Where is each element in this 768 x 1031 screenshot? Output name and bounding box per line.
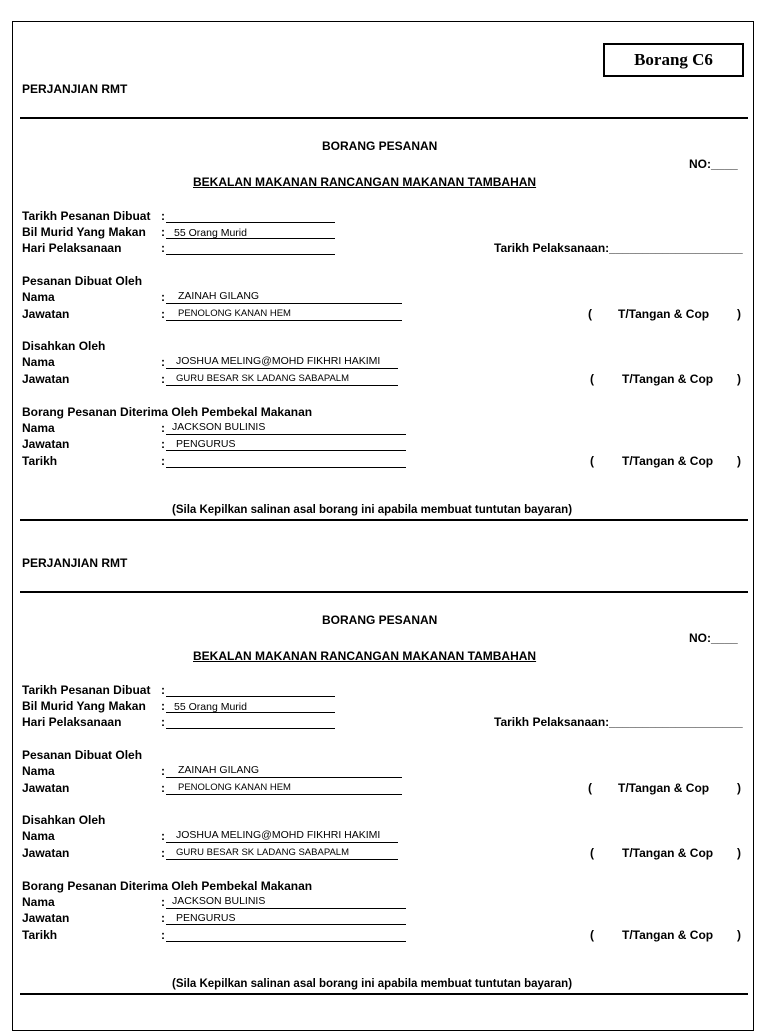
colon: : xyxy=(161,911,165,925)
footer-note: (Sila Kepilkan salinan asal borang ini apabila membuat tuntutan bayaran) xyxy=(172,504,573,516)
colon: : xyxy=(161,307,165,321)
bil-murid-value: 55 Orang Murid xyxy=(174,701,247,713)
hari-pelaksanaan-label: Hari Pelaksanaan xyxy=(22,241,122,255)
colon: : xyxy=(161,225,165,239)
tarikh-label: Tarikh xyxy=(22,454,58,468)
jawatan-label: Jawatan xyxy=(22,372,70,386)
signature-stamp-label: T/Tangan & Cop xyxy=(618,307,710,321)
close-paren: ) xyxy=(737,928,741,942)
colon: : xyxy=(161,764,165,778)
open-paren: ( xyxy=(588,307,592,321)
nama-label: Nama xyxy=(22,421,55,435)
form-title: BORANG PESANAN xyxy=(322,613,438,627)
tarikh-pesanan-label: Tarikh Pesanan Dibuat xyxy=(22,683,151,697)
tarikh-pelaksanaan-label[interactable]: Tarikh Pelaksanaan:____________________ xyxy=(494,715,743,729)
footer-note: (Sila Kepilkan salinan asal borang ini apabila membuat tuntutan bayaran) xyxy=(172,978,573,990)
colon: : xyxy=(161,355,165,369)
colon: : xyxy=(161,454,165,468)
pembekal-tarikh-field[interactable] xyxy=(166,929,406,942)
diterima-oleh-heading: Borang Pesanan Diterima Oleh Pembekal Makanan xyxy=(22,879,313,893)
colon: : xyxy=(161,437,165,451)
tarikh-pesanan-label: Tarikh Pesanan Dibuat xyxy=(22,209,151,223)
signature-stamp-label: T/Tangan & Cop xyxy=(622,372,714,386)
form-subtitle: BEKALAN MAKANAN RANCANGAN MAKANAN TAMBAHAN xyxy=(193,649,537,663)
signature-stamp-label: T/Tangan & Cop xyxy=(622,846,714,860)
open-paren: ( xyxy=(590,372,594,386)
jawatan-label: Jawatan xyxy=(22,437,70,451)
form-number: NO:____ xyxy=(689,157,738,171)
pembekal-nama-value: JACKSON BULINIS xyxy=(172,421,266,433)
form-number: NO:____ xyxy=(689,631,738,645)
colon: : xyxy=(161,421,165,435)
jawatan-label: Jawatan xyxy=(22,911,70,925)
header-divider xyxy=(20,591,748,593)
jawatan-label: Jawatan xyxy=(22,846,70,860)
tarikh-pesanan-field[interactable] xyxy=(166,684,335,697)
open-paren: ( xyxy=(590,928,594,942)
pembekal-jawatan-value: PENGURUS xyxy=(176,912,236,924)
pembekal-tarikh-field[interactable] xyxy=(166,455,406,468)
header-divider xyxy=(20,117,748,119)
colon: : xyxy=(161,290,165,304)
colon: : xyxy=(161,209,165,223)
colon: : xyxy=(161,781,165,795)
hari-pelaksanaan-label: Hari Pelaksanaan xyxy=(22,715,122,729)
signature-stamp-label: T/Tangan & Cop xyxy=(622,928,714,942)
pesanan-nama-value: ZAINAH GILANG xyxy=(178,290,260,302)
colon: : xyxy=(161,846,165,860)
jawatan-label: Jawatan xyxy=(22,781,70,795)
nama-label: Nama xyxy=(22,290,55,304)
colon: : xyxy=(161,372,165,386)
bil-murid-value: 55 Orang Murid xyxy=(174,227,247,239)
disahkan-jawatan-value: GURU BESAR SK LADANG SABAPALM xyxy=(176,847,349,858)
colon: : xyxy=(161,241,165,255)
open-paren: ( xyxy=(588,781,592,795)
pesanan-dibuat-oleh-heading: Pesanan Dibuat Oleh xyxy=(22,274,143,288)
close-paren: ) xyxy=(737,307,741,321)
pesanan-nama-value: ZAINAH GILANG xyxy=(178,764,260,776)
close-paren: ) xyxy=(737,781,741,795)
section-divider xyxy=(20,519,748,521)
pesanan-jawatan-value: PENOLONG KANAN HEM xyxy=(178,308,291,319)
open-paren: ( xyxy=(590,846,594,860)
form-title: BORANG PESANAN xyxy=(322,139,438,153)
diterima-oleh-heading: Borang Pesanan Diterima Oleh Pembekal Makanan xyxy=(22,405,313,419)
pesanan-jawatan-value: PENOLONG KANAN HEM xyxy=(178,782,291,793)
section-header: PERJANJIAN RMT xyxy=(22,82,128,96)
close-paren: ) xyxy=(737,454,741,468)
pembekal-nama-value: JACKSON BULINIS xyxy=(172,895,266,907)
open-paren: ( xyxy=(590,454,594,468)
close-paren: ) xyxy=(737,846,741,860)
bil-murid-label: Bil Murid Yang Makan xyxy=(22,225,146,239)
pembekal-jawatan-value: PENGURUS xyxy=(176,438,236,450)
tarikh-pelaksanaan-label[interactable]: Tarikh Pelaksanaan:____________________ xyxy=(494,241,743,255)
colon: : xyxy=(161,715,165,729)
colon: : xyxy=(161,683,165,697)
form-code-badge: Borang C6 xyxy=(603,43,744,77)
disahkan-nama-value: JOSHUA MELING@MOHD FIKHRI HAKIMI xyxy=(176,829,381,841)
jawatan-label: Jawatan xyxy=(22,307,70,321)
bil-murid-label: Bil Murid Yang Makan xyxy=(22,699,146,713)
hari-pelaksanaan-field[interactable] xyxy=(166,242,335,255)
tarikh-pesanan-field[interactable] xyxy=(166,210,335,223)
nama-label: Nama xyxy=(22,764,55,778)
form-subtitle: BEKALAN MAKANAN RANCANGAN MAKANAN TAMBAHAN xyxy=(193,175,537,189)
nama-label: Nama xyxy=(22,355,55,369)
disahkan-nama-value: JOSHUA MELING@MOHD FIKHRI HAKIMI xyxy=(176,355,381,367)
signature-stamp-label: T/Tangan & Cop xyxy=(618,781,710,795)
section-divider xyxy=(20,993,748,995)
colon: : xyxy=(161,895,165,909)
close-paren: ) xyxy=(737,372,741,386)
colon: : xyxy=(161,829,165,843)
hari-pelaksanaan-field[interactable] xyxy=(166,716,335,729)
disahkan-oleh-heading: Disahkan Oleh xyxy=(22,339,106,353)
tarikh-label: Tarikh xyxy=(22,928,58,942)
pesanan-dibuat-oleh-heading: Pesanan Dibuat Oleh xyxy=(22,748,143,762)
disahkan-jawatan-value: GURU BESAR SK LADANG SABAPALM xyxy=(176,373,349,384)
nama-label: Nama xyxy=(22,829,55,843)
disahkan-oleh-heading: Disahkan Oleh xyxy=(22,813,106,827)
colon: : xyxy=(161,699,165,713)
signature-stamp-label: T/Tangan & Cop xyxy=(622,454,714,468)
nama-label: Nama xyxy=(22,895,55,909)
section-header: PERJANJIAN RMT xyxy=(22,556,128,570)
colon: : xyxy=(161,928,165,942)
